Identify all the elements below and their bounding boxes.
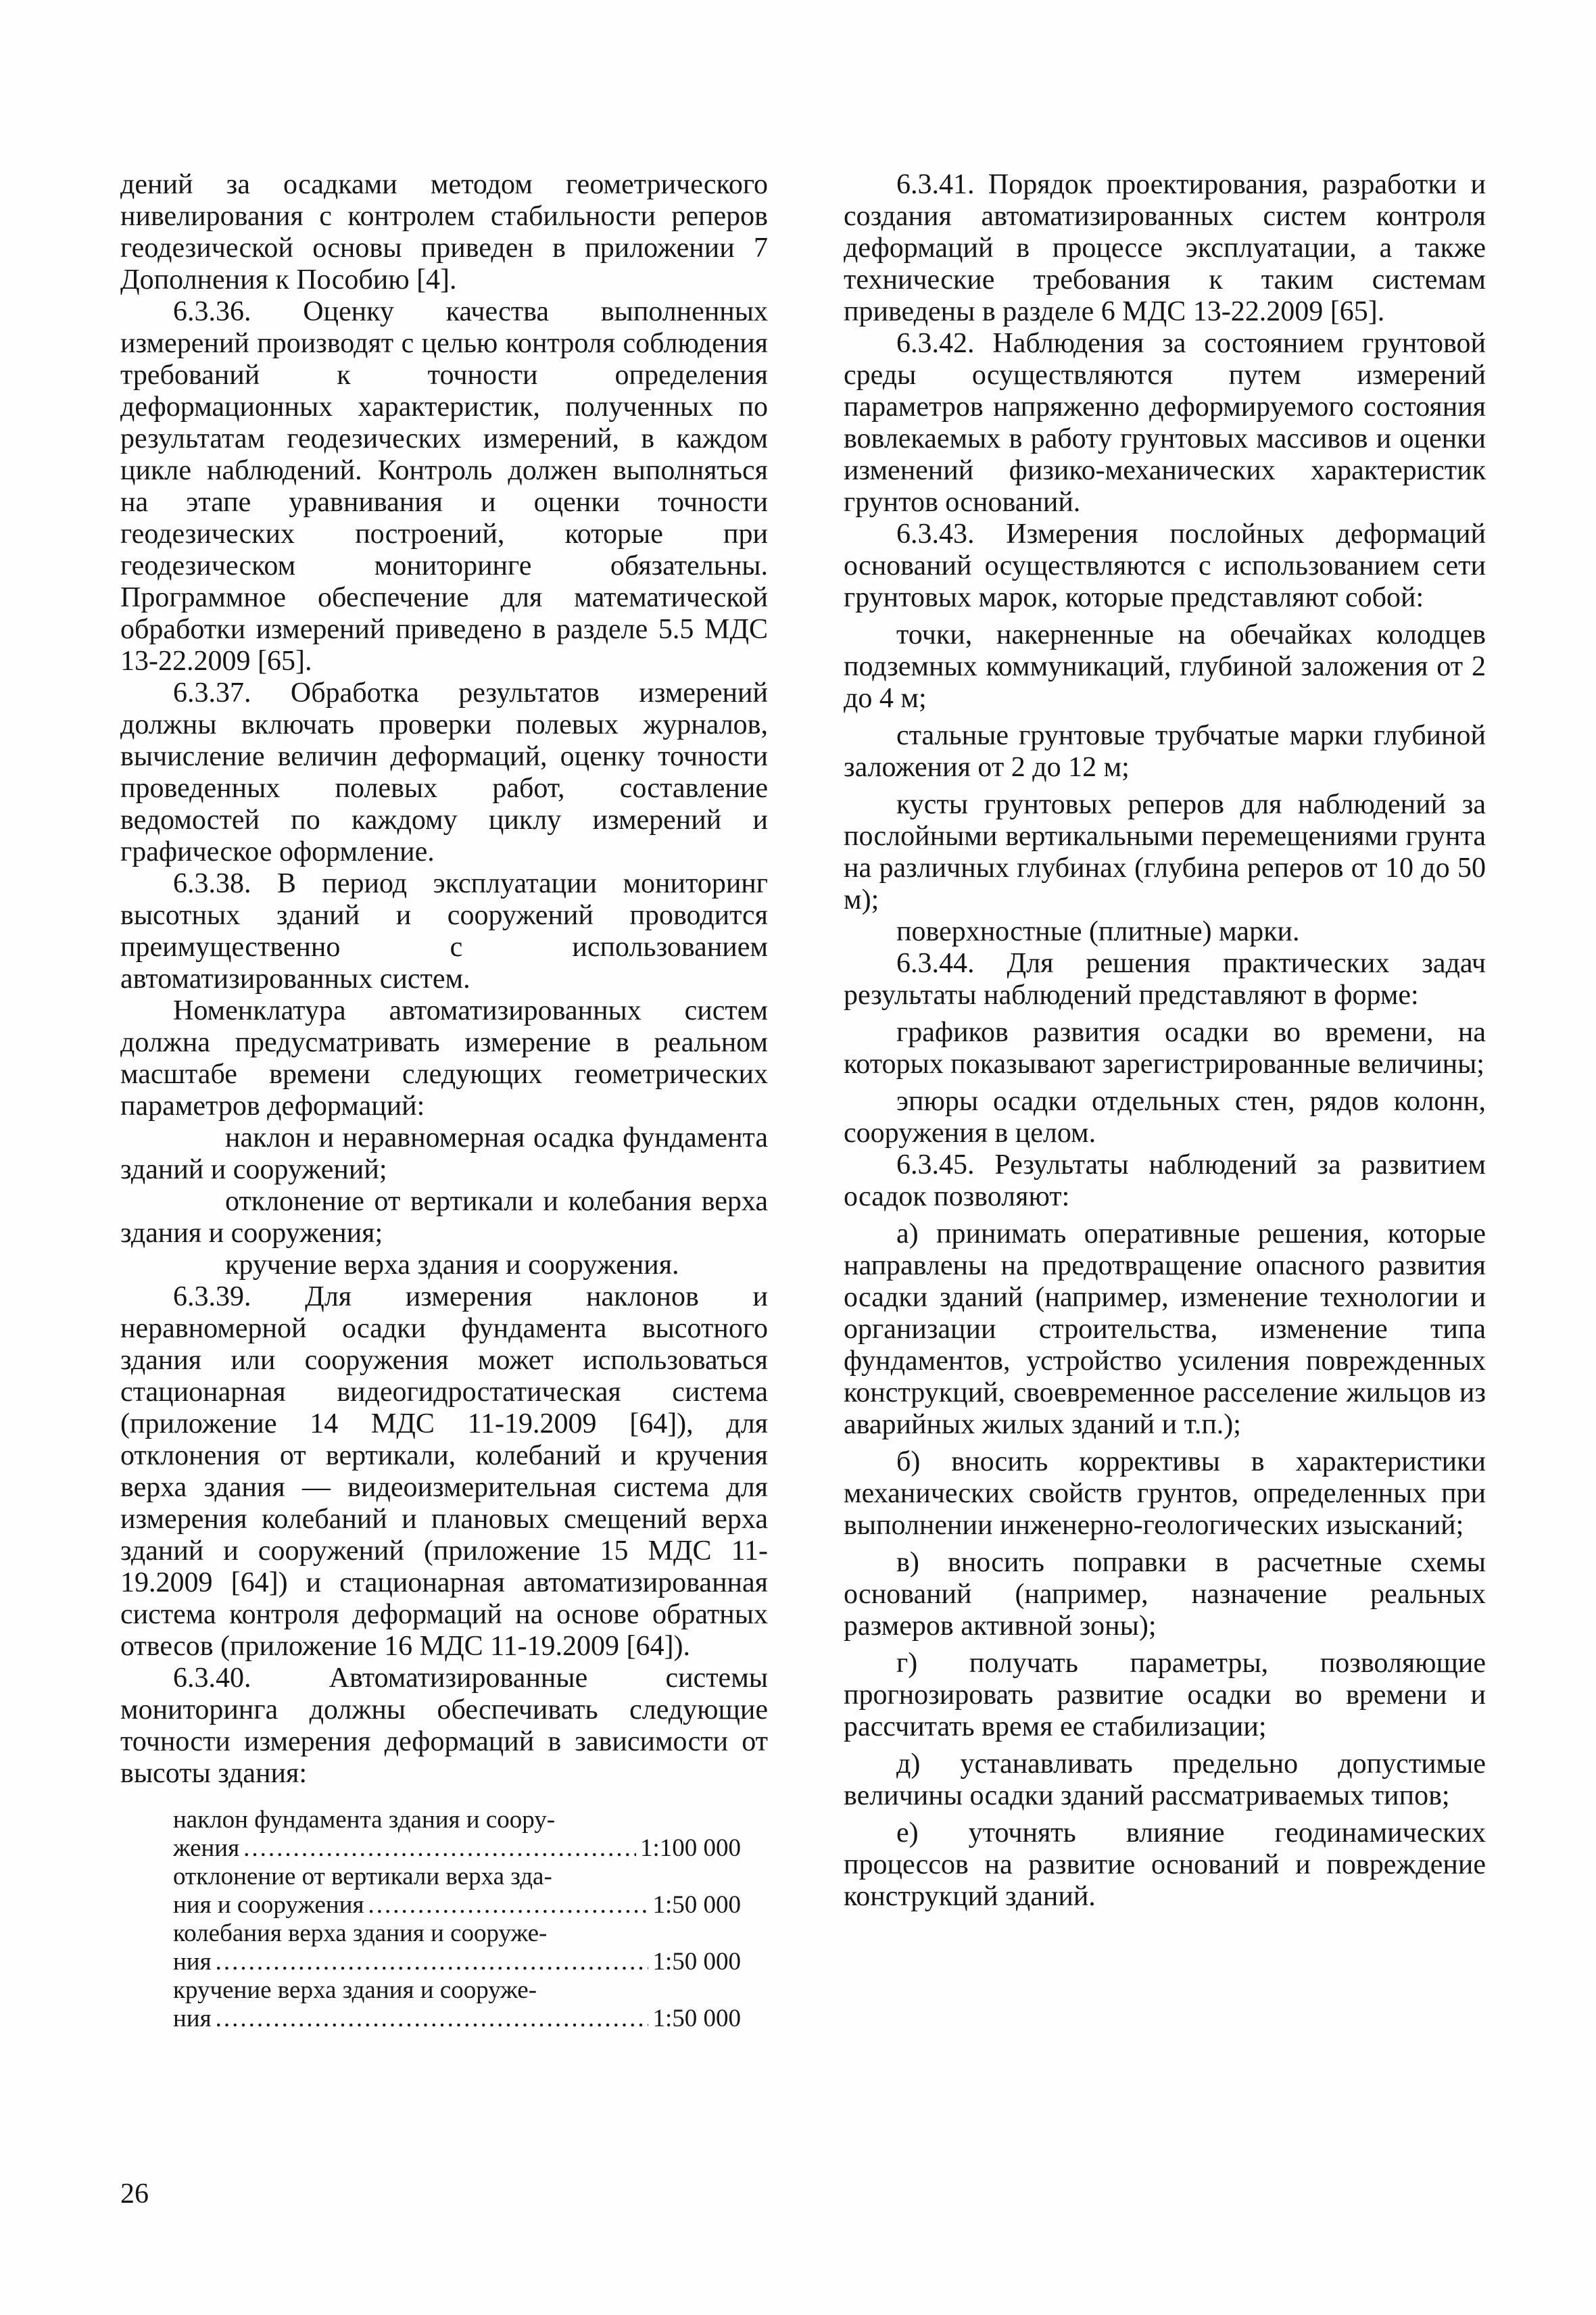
accuracy-label-end: жения [173, 1834, 240, 1862]
leader-dots [243, 1834, 636, 1863]
accuracy-label-end: ния и сооружения [173, 1891, 364, 1919]
paragraph-6-3-40: 6.3.40. Автоматизированные системы мониторинга должны обеспечивать следующие точности измерения деформаций в зависимости от высоты здания: [120, 1663, 768, 1789]
leader-dots [216, 2005, 649, 2033]
leader-dots [368, 1891, 649, 1919]
accuracy-list [120, 1806, 768, 2033]
list-item-e: е) уточнять влияние геодинамических процессов на развитие оснований и повреждение конструкций зданий. [844, 1817, 1486, 1912]
list-item-settlement-diagrams: эпюры осадки отдельных стен, рядов колонн, сооружения в целом. [844, 1086, 1486, 1149]
paragraph-6-3-39: 6.3.39. Для измерения наклонов и неравномерной осадки фундамента высотного здания или сооружения может использоваться стационарная видеогидростатическая система (приложение 14 МДС 11-19.2009 [64]), для отклонения от вертикали, колебаний и кручения верха здания — видеоизмерительная система для измерения колебаний и плановых смещений верха зданий и сооружений (приложение 15 МДС 11-19.2009 [64]) и стационарная автоматизированная система контроля деформаций на основе обратных отвесов (приложение 16 МДС 11-19.2009 [64]). [120, 1281, 768, 1662]
accuracy-label-line: отклонение от вертикали верха зда- [173, 1863, 552, 1890]
list-item-surface-marks: поверхностные (плитные) марки. [896, 916, 1300, 947]
paragraph-6-3-36: 6.3.36. Оценку качества выполненных измерений производят с целью контроля соблюдения требований к точности определения деформационных характеристик, полученных по результатам геодезических измерений, в каждом цикле наблюдений. Контроль должен выполняться на этапе уравнивания и оценки точности геодезических построений, которые при геодезическом мониторинге обязательны. Программное обеспечение для математической обработки измерений приведено в разделе 5.5 МДС 13-22.2009 [65]. [120, 296, 768, 677]
paragraph-nomenclature: Номенклатура автоматизированных систем должна предусматривать измерение в реальном масштабе времени следующих геометрических параметров деформаций: [120, 995, 768, 1122]
list-item-deviation-oscillation: отклонение от вертикали и колебания верха здания и сооружения; [120, 1186, 768, 1249]
list-item-settlement-graphs: графиков развития осадки во времени, на которых показывают зарегистрированные величины; [844, 1017, 1486, 1080]
accuracy-entry [173, 1806, 741, 1863]
paragraph-6-3-41: 6.3.41. Порядок проектирования, разработки и создания автоматизированных систем контроля деформаций в процессе эксплуатации, а также технические требования к таким системам приведены в разделе 6 МДС 13-22.2009 [65]. [844, 169, 1486, 327]
accuracy-label-end: ния [173, 2005, 212, 2032]
accuracy-value: 1:50 000 [652, 2005, 741, 2032]
list-item-a: а) принимать оперативные решения, которые направлены на предотвращение опасного развития осадки зданий (например, изменение технологии и организации строительства, изменение типа фундаментов, устройство усиления поврежденных конструкций, своевременное расселение жильцов из аварийных жилых зданий и т.п.); [844, 1218, 1486, 1440]
accuracy-label-line: наклон фундамента здания и соору- [173, 1806, 556, 1834]
accuracy-label-end: ния [173, 1948, 212, 1976]
accuracy-entry [173, 1919, 741, 1976]
paragraph-6-3-44: 6.3.44. Для решения практических задач результаты наблюдений представляют в форме: [844, 948, 1486, 1011]
right-column [844, 169, 1486, 1913]
paragraph-6-3-42: 6.3.42. Наблюдения за состоянием грунтовой среды осуществляются путем измерений параметров напряженно деформируемого состояния вовлекаемых в работу грунтовых массивов и оценки изменений физико-механических характеристик грунтов оснований. [844, 328, 1486, 518]
paragraph-6-3-37: 6.3.37. Обработка результатов измерений должны включать проверки полевых журналов, вычисление величин деформаций, оценку точности проведенных полевых работ, составление ведомостей по каждому циклу измерений и графическое оформление. [120, 677, 768, 867]
left-column [120, 169, 768, 2033]
list-item-b: б) вносить коррективы в характеристики механических свойств грунтов, определенных при выполнении инженерно-геологических изысканий; [844, 1446, 1486, 1541]
list-item-d: д) устанавливать предельно допустимые величины осадки зданий рассматриваемых типов; [844, 1748, 1486, 1811]
list-item-v: в) вносить поправки в расчетные схемы оснований (например, назначение реальных размеров активной зоны); [844, 1547, 1486, 1642]
accuracy-label-line: колебания верха здания и сооруже- [173, 1919, 548, 1947]
accuracy-entry [173, 1976, 741, 2033]
paragraph-6-3-38: 6.3.38. В период эксплуатации мониторинг высотных зданий и сооружений проводится преимущественно с использованием автоматизированных систем. [120, 868, 768, 995]
list-item-well-points: точки, накерненные на обечайках колодцев подземных коммуникаций, глубиной заложения от 2 до 4 м; [844, 619, 1486, 714]
accuracy-value: 1:100 000 [639, 1834, 741, 1862]
paragraph-6-3-45: 6.3.45. Результаты наблюдений за развитием осадок позволяют: [844, 1149, 1486, 1212]
list-item-tubular-marks: стальные грунтовые трубчатые марки глубиной заложения от 2 до 12 м; [844, 720, 1486, 783]
accuracy-value: 1:50 000 [652, 1891, 741, 1919]
list-item-g: г) получать параметры, позволяющие прогнозировать развитие осадки во времени и рассчитать время ее стабилизации; [844, 1648, 1486, 1742]
list-item-benchmark-clusters: кусты грунтовых реперов для наблюдений за послойными вертикальными перемещениями грунта на различных глубинах (глубина реперов от 10 до 50 м); [844, 789, 1486, 915]
accuracy-row [173, 1948, 741, 1976]
leader-dots [216, 1948, 649, 1976]
accuracy-row [173, 2005, 741, 2033]
list-item-torsion: кручение верха здания и сооружения. [225, 1249, 679, 1281]
list-item-tilt-settlement: наклон и неравномерная осадка фундамента зданий и сооружений; [120, 1122, 768, 1185]
page-number: 26 [120, 2178, 149, 2210]
paragraph-continuation: дений за осадками методом геометрического нивелирования с контролем стабильности реперов геодезической основы приведен в приложении 7 Дополнения к Пособию [4]. [120, 169, 768, 295]
accuracy-entry [173, 1863, 741, 1919]
accuracy-label-line: кручение верха здания и сооруже- [173, 1976, 537, 2004]
accuracy-value: 1:50 000 [652, 1948, 741, 1976]
paragraph-6-3-43: 6.3.43. Измерения послойных деформаций оснований осуществляются с использованием сети грунтовых марок, которые представляют собой: [844, 519, 1486, 613]
accuracy-row [173, 1834, 741, 1863]
accuracy-row [173, 1891, 741, 1919]
